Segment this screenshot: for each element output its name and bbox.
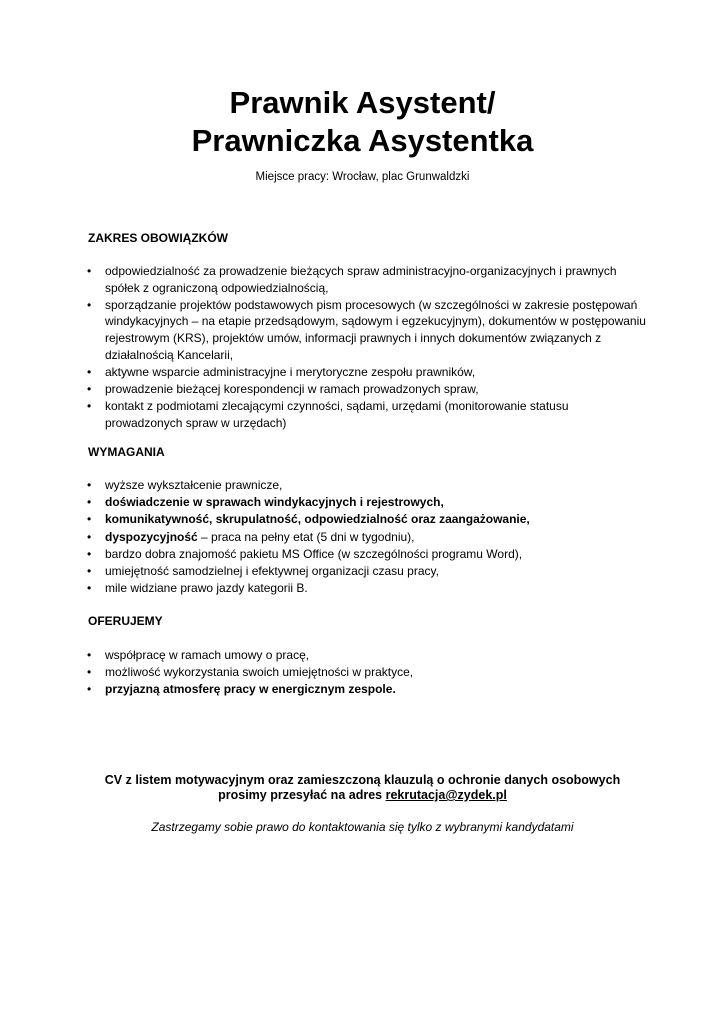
contact-note: Zastrzegamy sobie prawo do kontaktowania się tylko z wybranymi kandydatami (151, 820, 574, 834)
bullet-icon: • (87, 495, 92, 510)
bullet-icon: • (87, 264, 92, 278)
bullet-icon: • (87, 478, 92, 492)
page-title (0, 84, 725, 160)
bullet-icon: • (87, 529, 92, 544)
instructions-line-1: CV z listem motywacyjnym oraz zamieszczoną klauzulą o ochronie danych osobowych (104, 773, 621, 787)
bullet-icon: • (87, 512, 92, 527)
title-line-1: Prawnik Asystent/ (229, 85, 496, 120)
list-item: • komunikatywność, skrupulatność, odpowiedzialność oraz zaangażowanie, (87, 512, 530, 527)
bullet-icon: • (87, 381, 92, 396)
bullet-icon: • (87, 546, 92, 561)
application-instructions (0, 773, 725, 803)
bullet-icon: • (87, 648, 92, 662)
list-item: • prowadzenie bieżącej korespondencji w ramach prowadzonych spraw, (87, 381, 479, 396)
list-item: • przyjazną atmosferę pracy w energicznym zespole. (87, 682, 396, 697)
offer-heading: OFERUJEMY (88, 614, 163, 628)
job-location: Miejsce pracy: Wrocław, plac Grunwaldzki (255, 171, 470, 183)
list-item: • odpowiedzialność za prowadzenie bieżących spraw administracyjno-organizacyjnych i prawnych spółek z ograniczoną odpowiedzialnością, (87, 264, 617, 295)
list-item: • kontakt z podmiotami zlecającymi czynności, sądami, urzędami (monitorowanie statusu prowadzonych spraw w urzędach) (87, 399, 569, 430)
bullet-icon: • (87, 563, 92, 578)
bullet-icon: • (87, 364, 92, 379)
offer-list (86, 647, 646, 699)
email-link[interactable]: rekrutacja@zydek.pl (385, 788, 507, 802)
list-item: • współpracę w ramach umowy o pracę, (87, 648, 310, 662)
duties-list (86, 263, 646, 432)
list-item: • możliwość wykorzystania swoich umiejętności w praktyce, (87, 665, 414, 680)
requirements-heading: WYMAGANIA (88, 445, 165, 459)
bullet-icon: • (87, 665, 92, 680)
list-item: • sporządzanie projektów podstawowych pism procesowych (w szczególności w zakresie postępowań windykacyjnych – na etapie przedsądowym, sądowym i egzekucyjnym), dokumentów w postępowaniu rejestrowym (KRS), projektów umów, informacji prawnych i innych dokumentów związanych z działalnością Kancelarii, (87, 297, 646, 362)
list-item: • wyższe wykształcenie prawnicze, (87, 478, 283, 492)
list-item: • aktywne wsparcie administracyjne i merytoryczne zespołu prawników, (87, 364, 476, 379)
duties-heading: ZAKRES OBOWIĄZKÓW (88, 231, 228, 245)
requirements-list (86, 477, 646, 597)
list-item: • doświadczenie w sprawach windykacyjnych i rejestrowych, (87, 495, 444, 510)
list-item: • dyspozycyjność – praca na pełny etat (5 dni w tygodniu), (87, 529, 415, 544)
instructions-line-2: prosimy przesyłać na adres rekrutacja@zydek.pl (218, 788, 507, 802)
title-line-2: Prawniczka Asystentka (191, 123, 534, 158)
bullet-icon: • (87, 399, 92, 414)
bullet-icon: • (87, 682, 92, 697)
list-item: • bardzo dobra znajomość pakietu MS Office (w szczególności programu Word), (87, 546, 523, 561)
bullet-icon: • (87, 297, 92, 312)
list-item: • mile widziane prawo jazdy kategorii B. (87, 581, 308, 596)
bullet-icon: • (87, 581, 92, 596)
list-item: • umiejętność samodzielnej i efektywnej organizacji czasu pracy, (87, 563, 439, 578)
